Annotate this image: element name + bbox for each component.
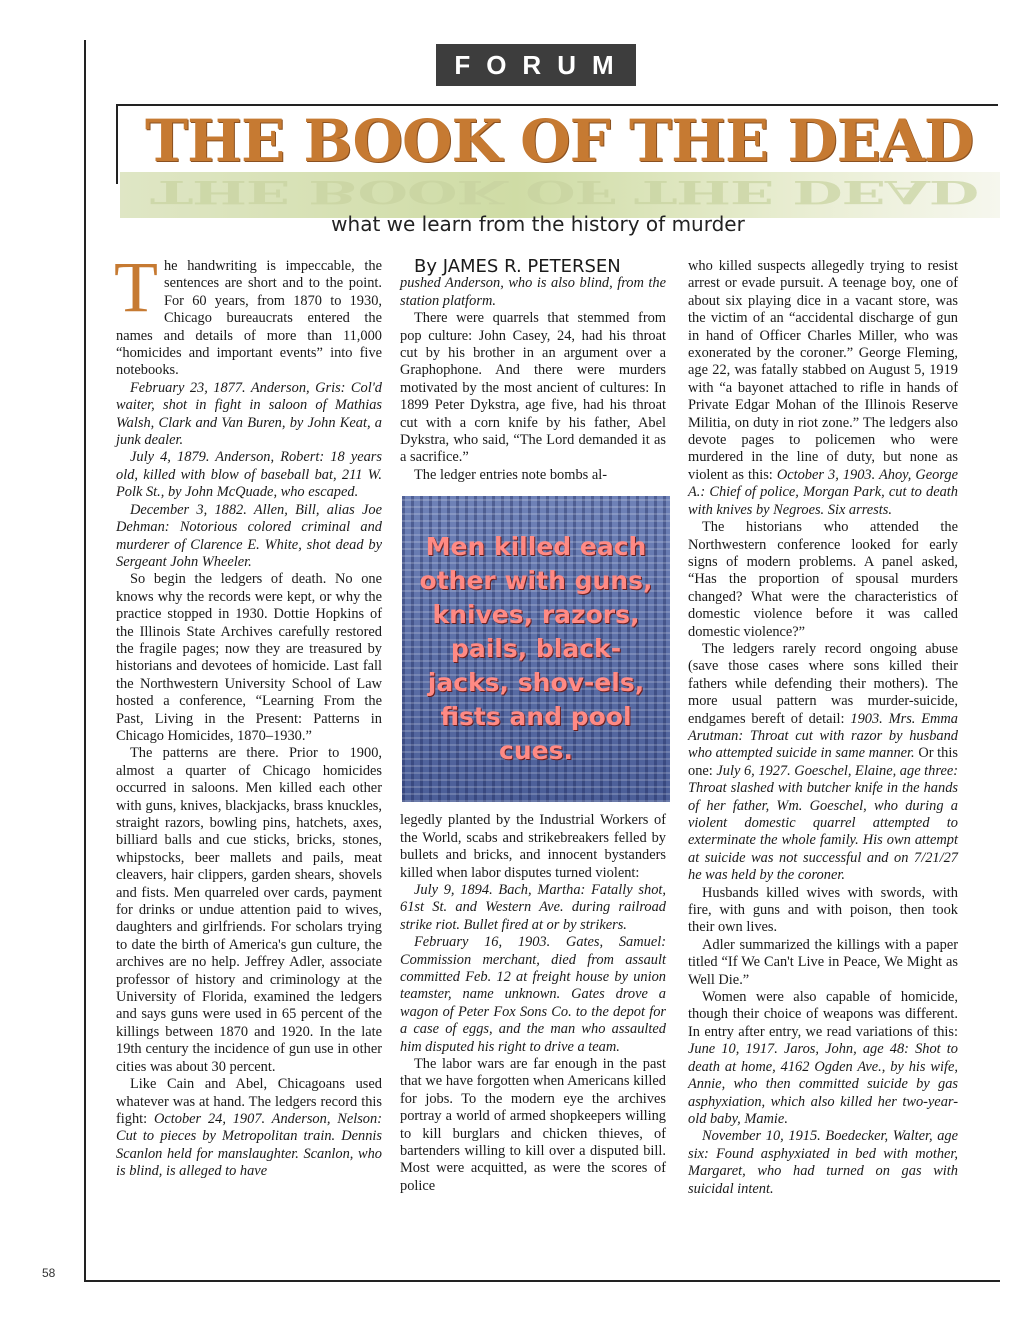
article-title: THE BOOK OF THE DEAD [145, 107, 974, 175]
body-paragraph: Adler summarized the killings with a paper titled “If We Can't Live in Peace, We Might as Well Die.” [688, 936, 958, 988]
body-paragraph: The labor wars are far enough in the past that we have forgotten when Americans killed for jobs. To the modern eye the archives portray a world of armed shopkeepers willing to kill burglars and chicken thieves, of bartenders willing to kill over a disputed bill. Most were acquitted, as were the scores of police [400, 1055, 666, 1194]
body-paragraph: Like Cain and Abel, Chicagoans used whatever was at hand. The ledgers record this fight: October 24, 1907. Anderson, Nelson: Cut to pieces by Metropolitan train. Dennis Scanlon held for manslaughter. Scanlon, who is blind, is alleged to have [116, 1076, 382, 1180]
pull-quote [402, 496, 670, 802]
body-paragraph: The ledger entries note bombs al- [414, 466, 608, 483]
ledger-entry-continued: pushed Anderson, who is also blind, from the station platform. [400, 275, 666, 309]
ledger-entry: February 16, 1903. Gates, Samuel: Commission merchant, died from assault committed Feb. 12 at freight house by union teamster, name unknown. Gates drove a wagon of Peter Fox Sons Co. to the depot for a case of eggs, and the man who assaulted him disputed his right to drive a team. [400, 934, 666, 1055]
section-banner: FORUM [436, 44, 636, 86]
ledger-entry: November 10, 1915. Boedecker, Walter, age six: Found asphyxiated in bed with mother, Margaret, who had turned on gas with suicidal intent. [688, 1128, 958, 1197]
drop-cap: T [114, 247, 158, 327]
body-paragraph: The patterns are there. Prior to 1900, almost a quarter of Chicago homicides occurred in saloons. Men killed each other with guns, knives, blackjacks, brass knuckles, straight razors, bowling pins, hatchets, axes, billiard balls and cue sticks, bricks, stones, whipstocks, beer mallets and pails, meat cleavers, hair clippers, garden shears, shovels and fists. Men quarreled over cards, payment for drinks or undue attention paid to wives, daughters and girlfriends. For scholars trying to date the birth of America's gun culture, the archives are no help. Jeffrey Adler, associate professor of history and criminology at the University of Florida, examined the ledgers and says guns were used in 65 percent of the killings between 1870 and 1920. In the late 19th century the incidence of gun use in other cities was about 30 percent. [116, 745, 382, 1075]
column-3 [688, 258, 958, 1198]
byline: By JAMES R. PETERSEN [414, 256, 621, 277]
ledger-entry: December 3, 1882. Allen, Bill, alias Joe Dehman: Notorious colored criminal and murderer of Clarence E. White, shot dead by Sergeant John Wheeler. [116, 501, 382, 570]
page-number: 58 [42, 1266, 56, 1280]
title-reflection-text: THE BOOK OF THE DEAD [150, 173, 979, 211]
title-rule-left [116, 104, 118, 184]
body-paragraph: who killed suspects allegedly trying to resist arrest or evade pursuit. A teenage boy, one of about six playing dice in a vacant store, was the victim of an “accidental discharge of gun in hand of Officer Charles Miller, who was exonerated by the coroner.” George Fleming, age 22, was fatally stabbed on August 5, 1919 with “a bayonet attached to rifle in hands of Private Edgar Mohan of the Illinois Reserve Militia, on duty in riot zone.” The ledgers also devote pages to policemen who were murdered in the line of duty, but none as violent as this: October 3, 1903. Ahoy, George A.: Chief of police, Morgan Park, cut to death with knives by Negroes. Six arrests. [688, 258, 958, 518]
ledger-entry: July 9, 1894. Bach, Martha: Fatally shot, 61st St. and Western Ave. during railroad strike riot. Bullet fired at or by strikers. [400, 881, 666, 933]
body-paragraph: legedly planted by the Industrial Workers of the World, scabs and strikebreakers felled by bullets and bricks, and innocent bystanders killed when labor disputes turned violent: [400, 812, 666, 881]
ledger-entry: February 23, 1877. Anderson, Gris: Col'd waiter, shot in fight in saloon of Mathias Walsh, Clark and Van Buren, by John Keat, a junk dealer. [116, 379, 382, 449]
body-paragraph: There were quarrels that stemmed from pop culture: John Casey, 24, had his throat cut by his brother in an argument over a Graphophone. And there were murders motivated by the most ancient of cultures: In 1899 Peter Dykstra, age five, had his throat cut with a corn knife by his father, Abel Dykstra, who said, “The Lord demanded it as a sacrifice.” [400, 310, 666, 466]
ledger-entry: July 4, 1879. Anderson, Robert: 18 years old, killed with blow of baseball bat, 211 W. Polk St., by John McQuade, who escaped. [116, 449, 382, 501]
body-paragraph: The historians who attended the Northwestern conference looked for early signs of modern problems. A panel asked, “Has the proportion of spousal murders changed? What were the characteristics of domestic violence before it was called domestic violence?” [688, 519, 958, 640]
column-1 [114, 247, 382, 1181]
article-subtitle: what we learn from the history of murder [331, 212, 745, 236]
body-paragraph: So begin the ledgers of death. No one knows why the records were kept, or why the practice stopped in 1930. Dottie Hopkins of the Illinois State Archives carefully restored the fragile pages; now they are treasured by historians and devotees of homicide. Last fall the Northwestern University School of Law hosted a conference, “Learning From the Past, Living in the Present: Patterns in Chicago Homicides, 1870–1930.” [116, 571, 382, 744]
body-paragraph: Husbands killed wives with swords, with fire, with guns and with poison, then took their own lives. [688, 884, 958, 936]
column-2 [400, 258, 666, 1195]
lead-paragraph: The handwriting is impeccable, the sentences are short and to the point. For 60 years, from 1870 to 1930, Chicago bureaucrats entered the names and details of more than 11,000 “homicides and important events” into five notebooks. [114, 247, 382, 379]
pull-quote-text: Men killed each other with guns, knives, razors, pails, black-jacks, shov-els, fists and pool cues. [419, 532, 653, 766]
body-paragraph: The ledgers rarely record ongoing abuse (save those cases where sons killed their fathers while defending their mothers). The more usual pattern was murder-suicide, endgames bereft of detail: 1903. Mrs. Emma Arutman: Throat cut with razor by husband who attempted suicide in same manner. Or this one: July 6, 1927. Goeschel, Elaine, age three: Throat slashed with butcher knife in the hands of her father, Wm. Goeschel, who during a violent domestic quarrel attempted to exterminate the whole family. His own attempt at suicide was not successful and on 7/21/27 he was held by the coroner. [688, 640, 959, 884]
body-paragraph: Women were also capable of homicide, though their choice of weapons was different. In entry after entry, we read variations of this: June 10, 1917. Jaros, John, age 48: Shot to death at home, 4162 Ogden Ave., by his wife, Annie, who then committed suicide by gas asphyxiation, which also killed her two-year-old baby, Mamie. [688, 989, 958, 1127]
